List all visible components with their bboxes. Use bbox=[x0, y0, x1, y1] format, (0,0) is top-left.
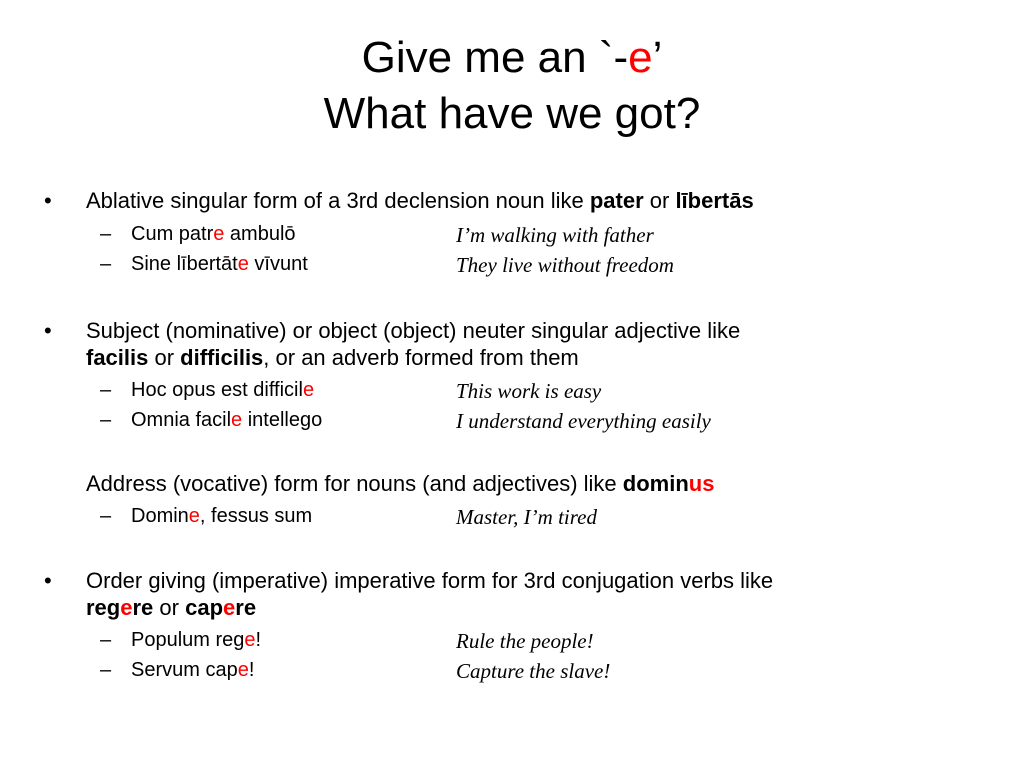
keyword-difficilis: difficilis bbox=[180, 345, 264, 370]
translation: Master, I’m tired bbox=[456, 505, 597, 529]
title-line-2: What have we got? bbox=[323, 89, 701, 138]
translation: Rule the people! bbox=[456, 629, 594, 653]
bullet-ablative bbox=[44, 187, 754, 214]
translation: I’m walking with father bbox=[456, 223, 654, 247]
bullet-vocative bbox=[86, 470, 714, 497]
connector-or: or bbox=[643, 188, 676, 213]
latin-example: Omnia facile intellego bbox=[131, 409, 323, 431]
latin-example: Domine, fessus sum bbox=[131, 505, 313, 527]
title-quote: ’ bbox=[652, 33, 663, 82]
bullet-neuter-cont bbox=[86, 344, 579, 371]
bullet-dot: • bbox=[44, 188, 52, 213]
dash: – bbox=[100, 505, 112, 527]
connector-or: or bbox=[148, 345, 181, 370]
connector-or: or bbox=[153, 595, 186, 620]
title-text: Give me an `- bbox=[361, 33, 629, 82]
dash: – bbox=[100, 223, 112, 245]
bullet-neuter bbox=[44, 317, 741, 344]
keyword-regere: regere bbox=[86, 595, 154, 620]
latin-example: Cum patre ambulō bbox=[131, 223, 296, 245]
bullet-dot: • bbox=[44, 568, 52, 593]
dash: – bbox=[100, 629, 112, 651]
translation: They live without freedom bbox=[456, 253, 674, 277]
latin-example: Servum cape! bbox=[131, 659, 255, 681]
latin-example: Populum rege! bbox=[131, 629, 262, 651]
bullet-dot: • bbox=[44, 318, 52, 343]
keyword-pater: pater bbox=[589, 188, 644, 213]
dash: – bbox=[100, 409, 112, 431]
latin-example: Sine lībertāte vīvunt bbox=[131, 253, 308, 275]
dash: – bbox=[100, 659, 112, 681]
bullet-imperative bbox=[44, 567, 774, 594]
bullet-text: Ablative singular form of a 3rd declension noun like bbox=[86, 188, 590, 213]
dash: – bbox=[100, 379, 112, 401]
latin-example: Hoc opus est difficile bbox=[131, 379, 315, 401]
translation: I understand everything easily bbox=[456, 409, 711, 433]
keyword-libertas: lībertās bbox=[675, 188, 754, 213]
slide-title bbox=[0, 30, 1024, 142]
translation: Capture the slave! bbox=[456, 659, 611, 683]
bullet-text: Subject (nominative) or object (object) neuter singular adjective like bbox=[86, 318, 741, 343]
bullet-text: Order giving (imperative) imperative form for 3rd conjugation verbs like bbox=[86, 568, 774, 593]
title-highlight-e: e bbox=[628, 33, 653, 82]
bullet-text: Address (vocative) form for nouns (and adjectives) like bbox=[86, 471, 623, 496]
dash: – bbox=[100, 253, 112, 275]
keyword-dominus: dominus bbox=[622, 471, 715, 496]
translation: This work is easy bbox=[456, 379, 602, 403]
keyword-capere: capere bbox=[185, 595, 257, 620]
bullet-imperative-cont bbox=[86, 594, 256, 621]
bullet-text: , or an adverb formed from them bbox=[263, 345, 579, 370]
title-line-1 bbox=[0, 30, 1024, 86]
keyword-facilis: facilis bbox=[86, 345, 149, 370]
